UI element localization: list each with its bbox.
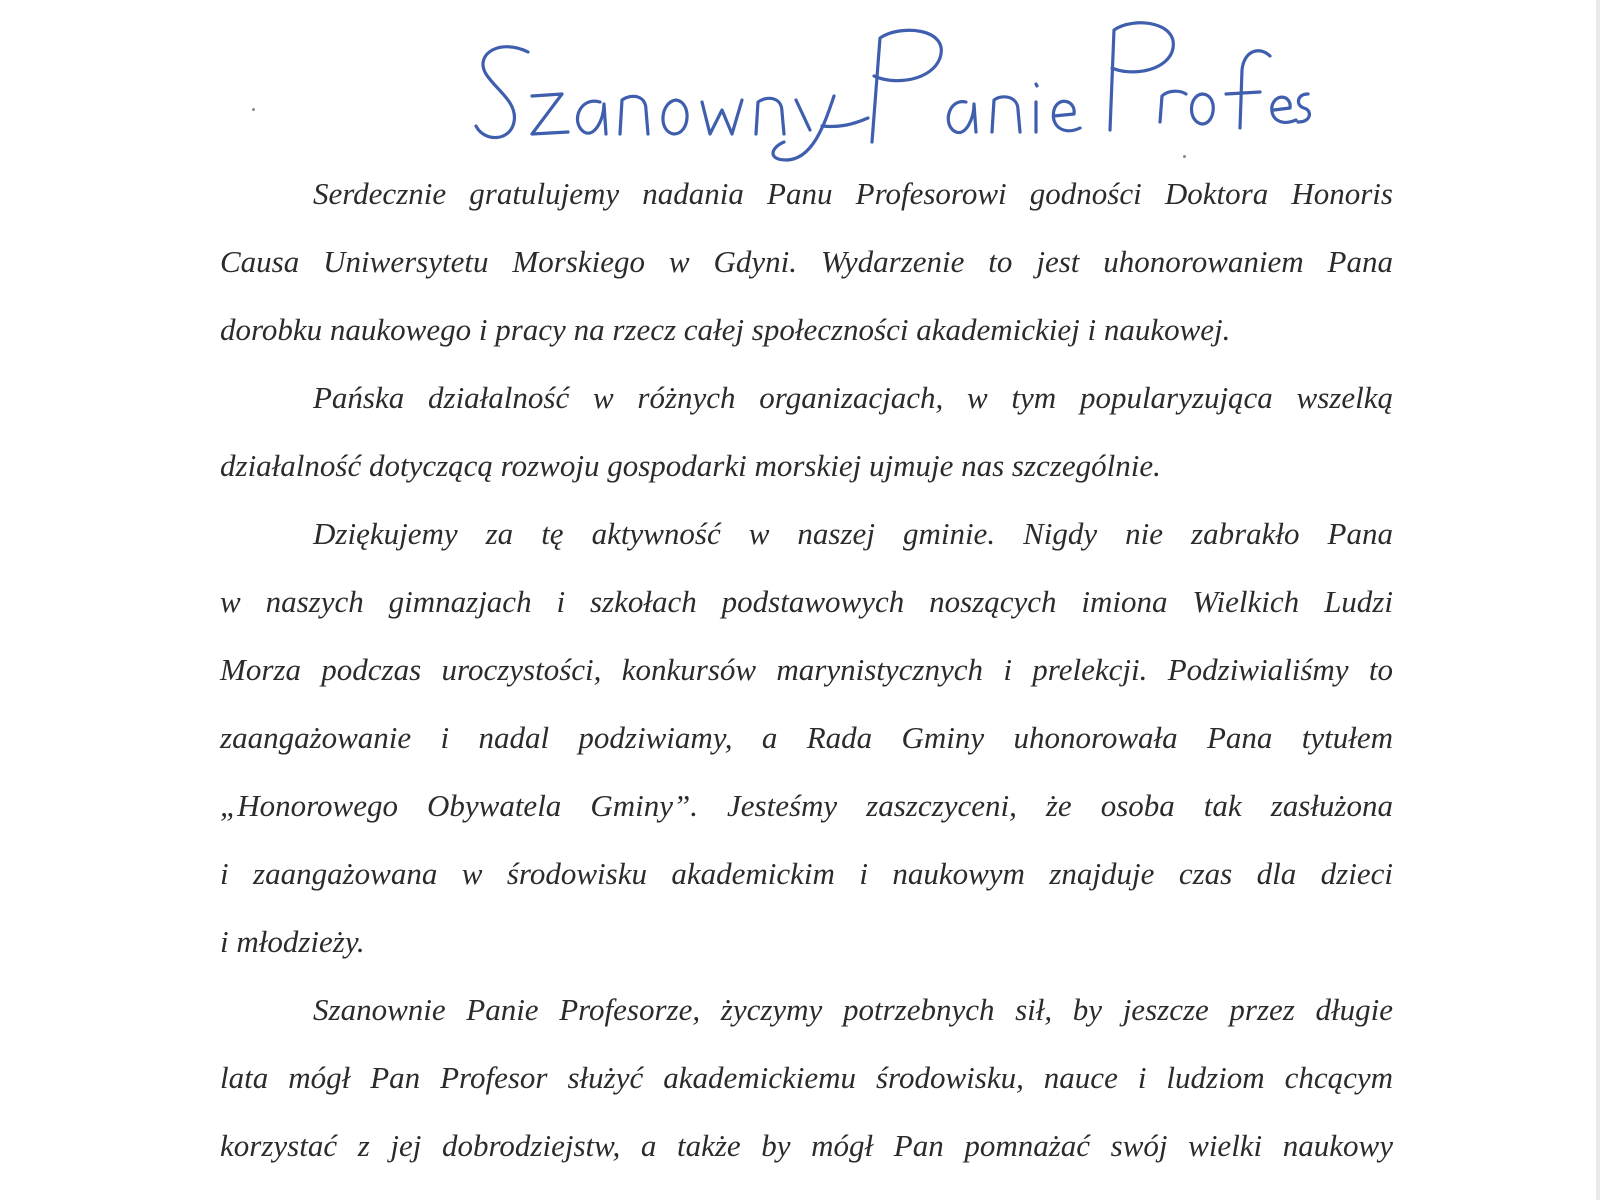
paragraph-line: i zaangażowana w środowisku akademickim i naukowym znajduje czas dla dzieci [220,856,1393,891]
paragraph-line: działalność dotyczącą rozwoju gospodarki morskiej ujmuje nas szczególnie. [220,448,1161,483]
paragraph-line: dorobku naukowego i pracy na rzecz całej społeczności akademickiej i naukowej. [220,312,1231,347]
salutation-ink [470,10,1310,160]
paragraph-line: korzystać z jej dobrodziejstw, a także by mógł Pan pomnażać swój wielki naukowy [220,1128,1393,1163]
paragraph-line: lata mógł Pan Profesor służyć akademickiemu środowisku, nauce i ludziom chcącym [220,1060,1393,1095]
paragraph-line: zaangażowanie i nadal podziwiamy, a Rada Gminy uhonorowała Pana tytułem [220,720,1393,755]
paragraph-2 [220,364,1393,500]
paragraph-line: Serdecznie gratulujemy nadania Panu Profesorowi godności Doktora Honoris [313,176,1393,211]
paragraph-line: Szanownie Panie Profesorze, życzymy potrzebnych sił, by jeszcze przez długie [313,992,1393,1027]
scan-edge [1596,0,1600,1200]
handwritten-salutation [470,10,1310,160]
paragraph-line: Pańska działalność w różnych organizacjach, w tym popularyzująca wszelką [313,380,1393,415]
paragraph-1 [220,160,1393,364]
paragraph-line: Dziękujemy za tę aktywność w naszej gminie. Nigdy nie zabrakło Pana [313,516,1393,551]
scan-speck [252,108,255,111]
paragraph-4 [220,976,1393,1180]
paragraph-line: Causa Uniwersytetu Morskiego w Gdyni. Wydarzenie to jest uhonorowaniem Pana [220,244,1393,279]
paragraph-line: w naszych gimnazjach i szkołach podstawowych noszących imiona Wielkich Ludzi [220,584,1393,619]
paragraph-line: „Honorowego Obywatela Gminy”. Jesteśmy zaszczyceni, że osoba tak zasłużona [220,788,1393,823]
letter-body [220,160,1393,1180]
paragraph-3 [220,500,1393,976]
paragraph-line: Morza podczas uroczystości, konkursów marynistycznych i prelekcji. Podziwialiśmy to [220,652,1393,687]
paragraph-line: i młodzieży. [220,924,365,959]
